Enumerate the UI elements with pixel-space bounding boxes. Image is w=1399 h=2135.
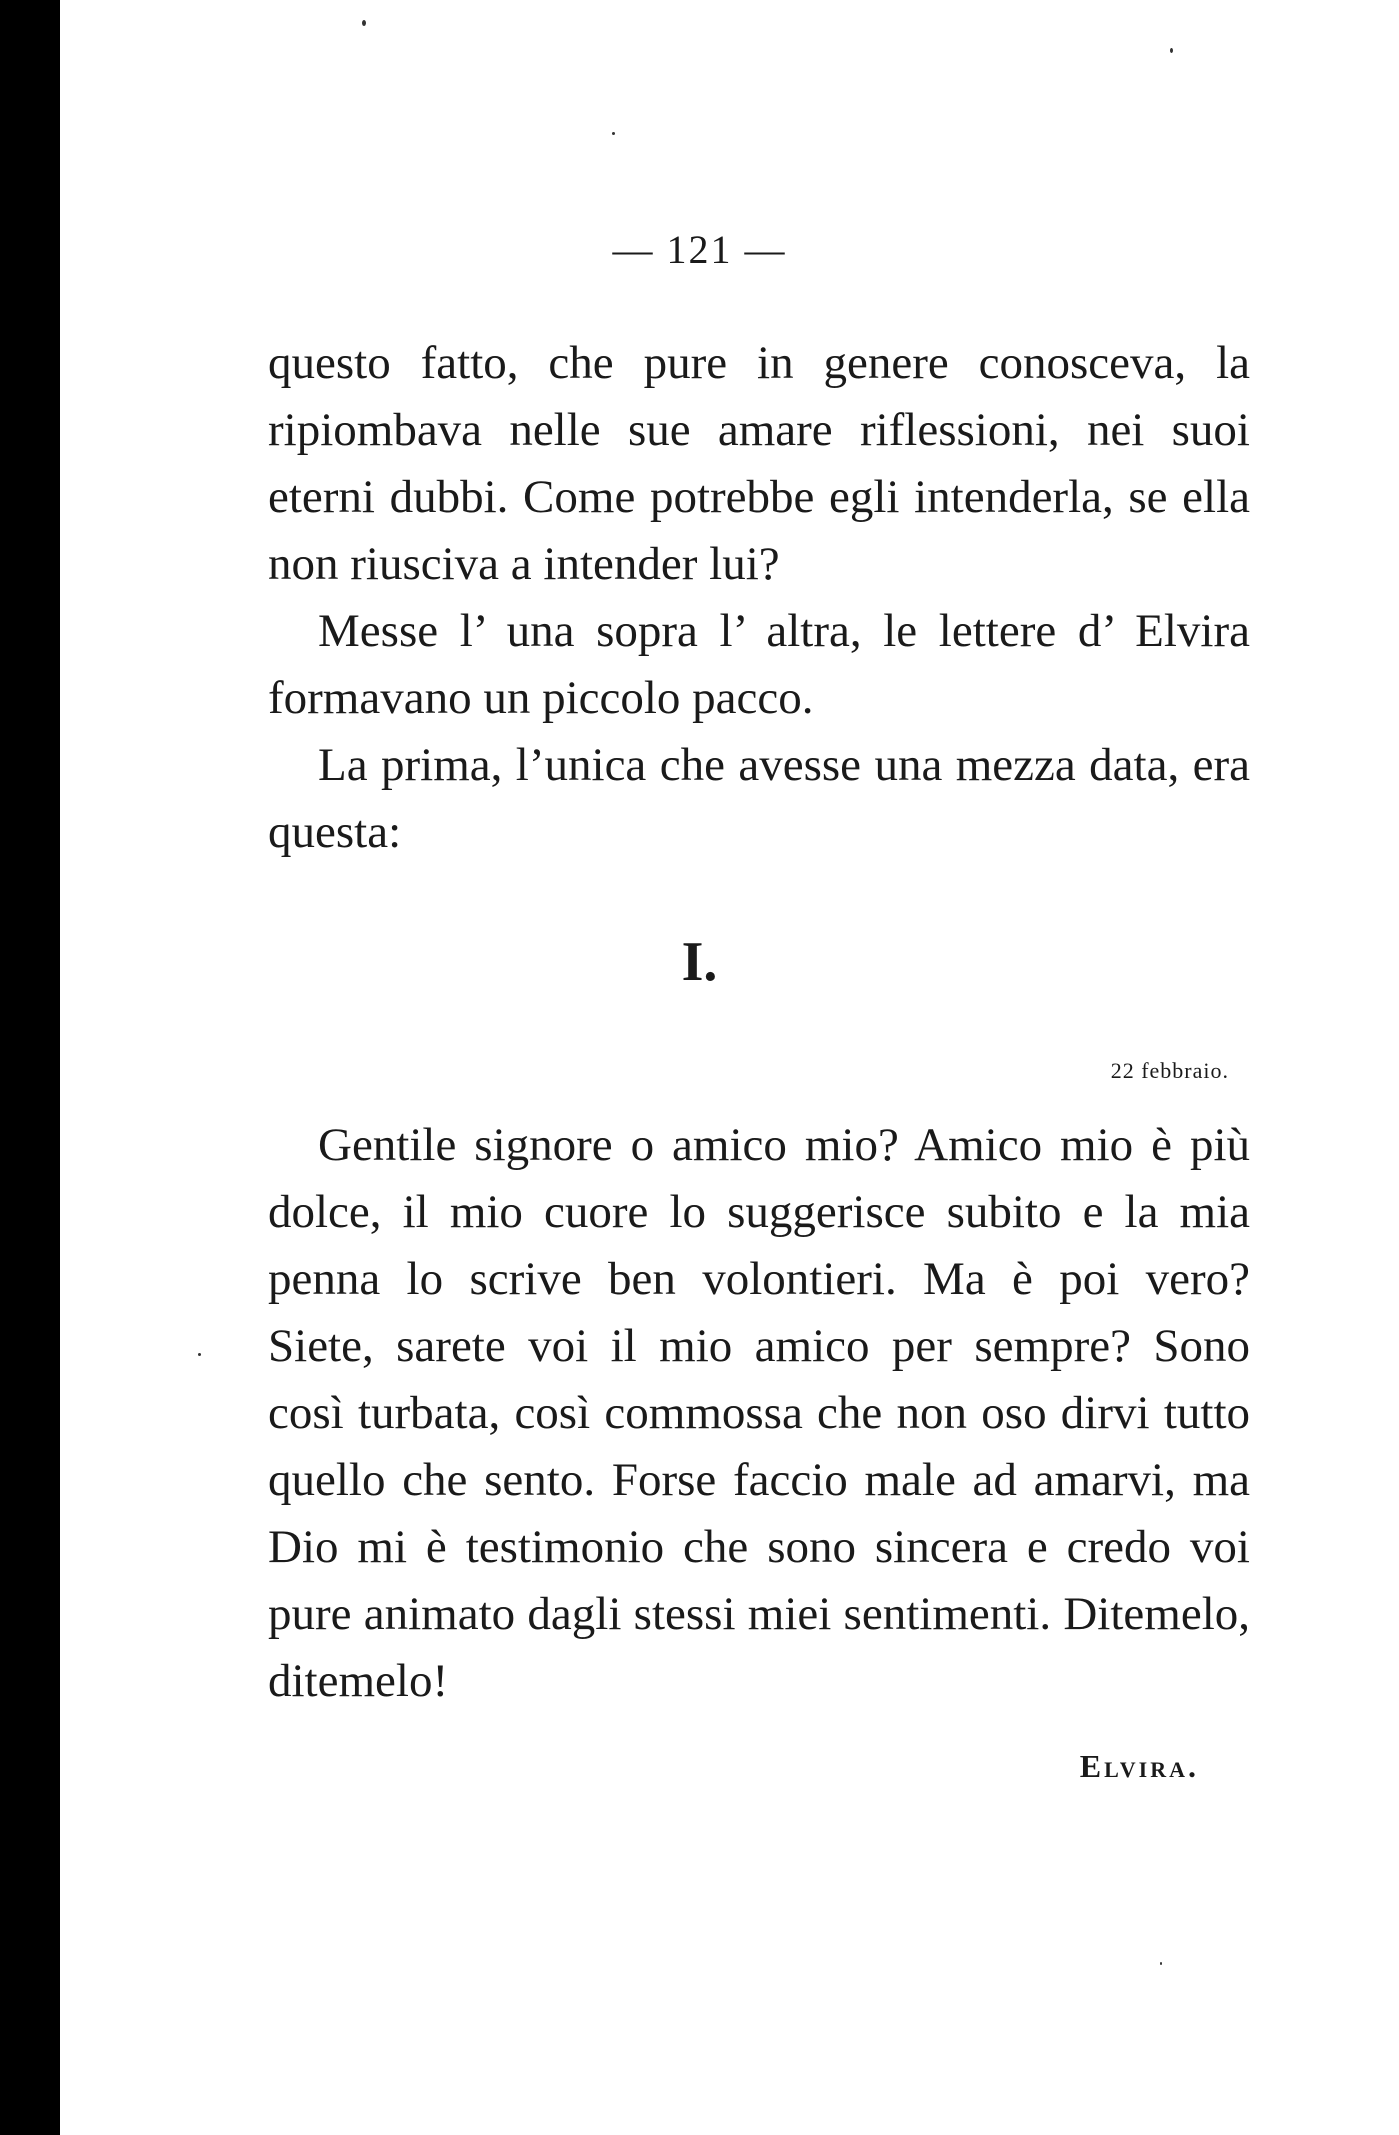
scan-speck bbox=[198, 1353, 201, 1356]
letter-body bbox=[268, 1112, 1250, 1715]
letter-date: 22 febbraio. bbox=[1110, 1058, 1229, 1083]
scan-speck bbox=[612, 132, 615, 135]
paragraph-letters-pack bbox=[268, 598, 1250, 732]
paragraph-first-letter-intro bbox=[268, 732, 1250, 866]
letter-signature: Elvira. bbox=[1079, 1748, 1199, 1784]
paragraph-text: La prima, l’unica che avesse una mezza data, era questa: bbox=[268, 739, 1250, 858]
scan-speck bbox=[1170, 48, 1173, 53]
paragraph-continuation bbox=[268, 330, 1250, 598]
chapter-numeral: I. bbox=[681, 931, 718, 993]
paragraph-text: Messe l’ una sopra l’ altra, le lettere d’ Elvira formavano un piccolo pacco. bbox=[268, 605, 1250, 724]
letter-body-text: Gentile signore o amico mio? Amico mio è più dolce, il mio cuore lo suggerisce subito e la mia penna lo scrive ben volontieri. Ma è poi vero? Siete, sarete voi il mio amico per sempre? Sono così turbata, così commossa che non oso dirvi tutto quello che sento. Forse faccio male ad amarvi, ma Dio mi è testimonio che sono sincera e credo voi pure animato dagli stessi miei sentimenti. Ditemelo, ditemelo! bbox=[268, 1119, 1250, 1707]
paragraph-text: questo fatto, che pure in genere conosceva, la ripiombava nelle sue amare riflessioni, nei suoi eterni dubbi. Come potrebbe egli intenderla, se ella non riusciva a intender lui? bbox=[268, 337, 1250, 590]
page-number: — 121 — bbox=[612, 227, 787, 272]
scan-speck bbox=[1160, 1962, 1162, 1965]
scan-speck bbox=[362, 20, 366, 26]
